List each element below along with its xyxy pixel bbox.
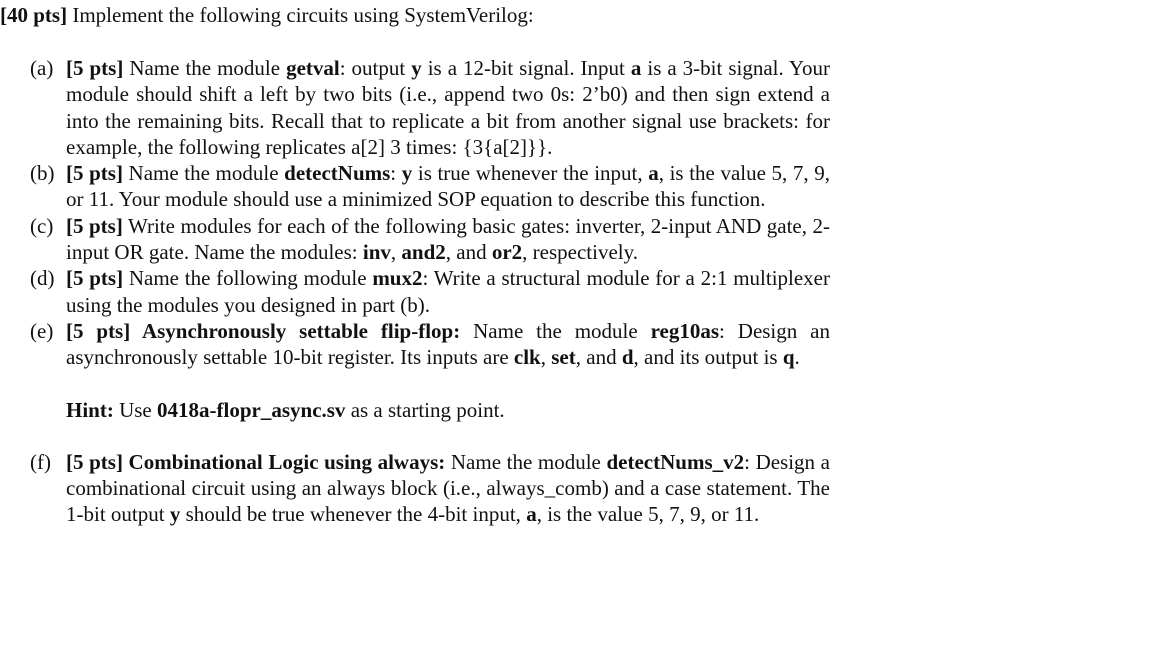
text-run: : Write a structural module for a 2:1 multiplexer using the modules you designed in part (b). — [66, 266, 830, 317]
problem-label: (f) — [30, 449, 51, 474]
header-text: Implement the following circuits using SystemVerilog: — [67, 3, 534, 27]
bold-run: or2 — [491, 240, 523, 265]
bold-run: detectNums_v2 — [606, 449, 745, 474]
problem-item-b — [30, 160, 830, 213]
text-run: Write modules for each of the following basic gates: inverter, 2-input AND gate, 2-input OR gate. Name the modules: — [66, 213, 830, 265]
problem-label: (a) — [30, 56, 54, 80]
problem-text — [66, 449, 830, 528]
bold-run: and2 — [401, 240, 446, 265]
problem-label: (c) — [30, 213, 54, 238]
hint-line — [30, 397, 830, 423]
text-run: Name the module — [122, 161, 285, 186]
text-run: should be true whenever the 4-bit input, — [180, 502, 527, 527]
text-run: , is the value 5, 7, 9, or 11. — [536, 502, 760, 527]
problem-text — [66, 265, 830, 318]
bold-run: a — [630, 56, 642, 80]
bold-run: [5 pts] — [66, 266, 124, 291]
problem-item-d — [30, 265, 830, 318]
bold-run: y — [169, 502, 181, 527]
bold-run: getval — [286, 56, 340, 80]
text-run: , — [390, 240, 402, 265]
text-run: , is the value 5, 7, 9, or 11. Your module should use a minimized SOP equation to describe this function. — [66, 161, 830, 212]
hint-filename: 0418a-flopr_async.sv — [157, 397, 346, 422]
hint-label: Hint: — [66, 397, 114, 422]
text-run: , and — [445, 240, 492, 265]
bold-run: y — [411, 56, 422, 80]
problem-item-e — [30, 318, 830, 371]
problem-text — [66, 55, 830, 160]
assignment-header — [0, 2, 534, 28]
bold-run: a — [526, 502, 537, 527]
problem-text — [66, 213, 830, 266]
bold-run: q — [782, 345, 795, 370]
text-run: Name the module — [445, 449, 607, 474]
hint-pre: Use — [113, 397, 158, 422]
problem-item-a — [30, 55, 830, 160]
bold-run: d — [621, 345, 634, 370]
bold-run: reg10as — [650, 318, 720, 343]
text-run: is a 3-bit signal. Your module should shift a left by two bits (i.e., append two 0s: 2’b0) and then sign extend a into the remaining bits. Recall that to replicate a bit from another signal use brackets: for example, the following replicates a[2] 3 times: {3{a[2]}}. — [66, 56, 830, 159]
text-run: Name the module — [123, 56, 287, 80]
bold-run: y — [401, 161, 413, 186]
text-run: Name the module — [460, 318, 651, 343]
text-run: . — [794, 345, 800, 370]
problem-text — [66, 318, 830, 371]
hint-post: as a starting point. — [345, 397, 505, 422]
bold-run: detectNums — [284, 161, 391, 186]
bold-run: set — [551, 345, 576, 370]
problem-item-f — [30, 449, 830, 528]
text-run: , respectively. — [522, 240, 638, 265]
bold-run: [5 pts] — [66, 213, 123, 238]
bold-run: [5 pts] — [66, 56, 124, 80]
text-run: is true whenever the input, — [412, 161, 649, 186]
text-run: Name the following module — [123, 266, 373, 291]
text-run: : output — [339, 56, 412, 80]
text-run: , and its output is — [633, 345, 783, 370]
bold-run: inv — [362, 240, 391, 265]
problem-label: (e) — [30, 318, 54, 343]
text-run: : Design a combinational circuit using an always block (i.e., always_comb) and a case statement. The 1-bit output — [66, 449, 830, 527]
text-run: is a 12-bit signal. Input — [421, 56, 631, 80]
problem-label: (d) — [30, 266, 55, 291]
problem-text — [66, 160, 830, 213]
text-run: : — [390, 161, 402, 186]
bold-run: [5 pts] — [66, 161, 123, 186]
bold-run: a — [648, 161, 659, 186]
problem-label: (b) — [30, 161, 55, 186]
header-points: [40 pts] — [0, 3, 68, 27]
problem-item-c — [30, 213, 830, 266]
bold-run: [5 pts] Combinational Logic using always: — [66, 449, 446, 474]
bold-run: [5 pts] Asynchronously settable flip-flop: — [66, 318, 461, 343]
text-run: , and — [575, 345, 622, 370]
text-run: : Design an asynchronously settable 10-bit register. Its inputs are — [66, 318, 830, 370]
bold-run: clk — [513, 345, 541, 370]
text-run: , — [540, 345, 552, 370]
bold-run: mux2 — [372, 266, 423, 291]
problem-list — [30, 55, 830, 528]
